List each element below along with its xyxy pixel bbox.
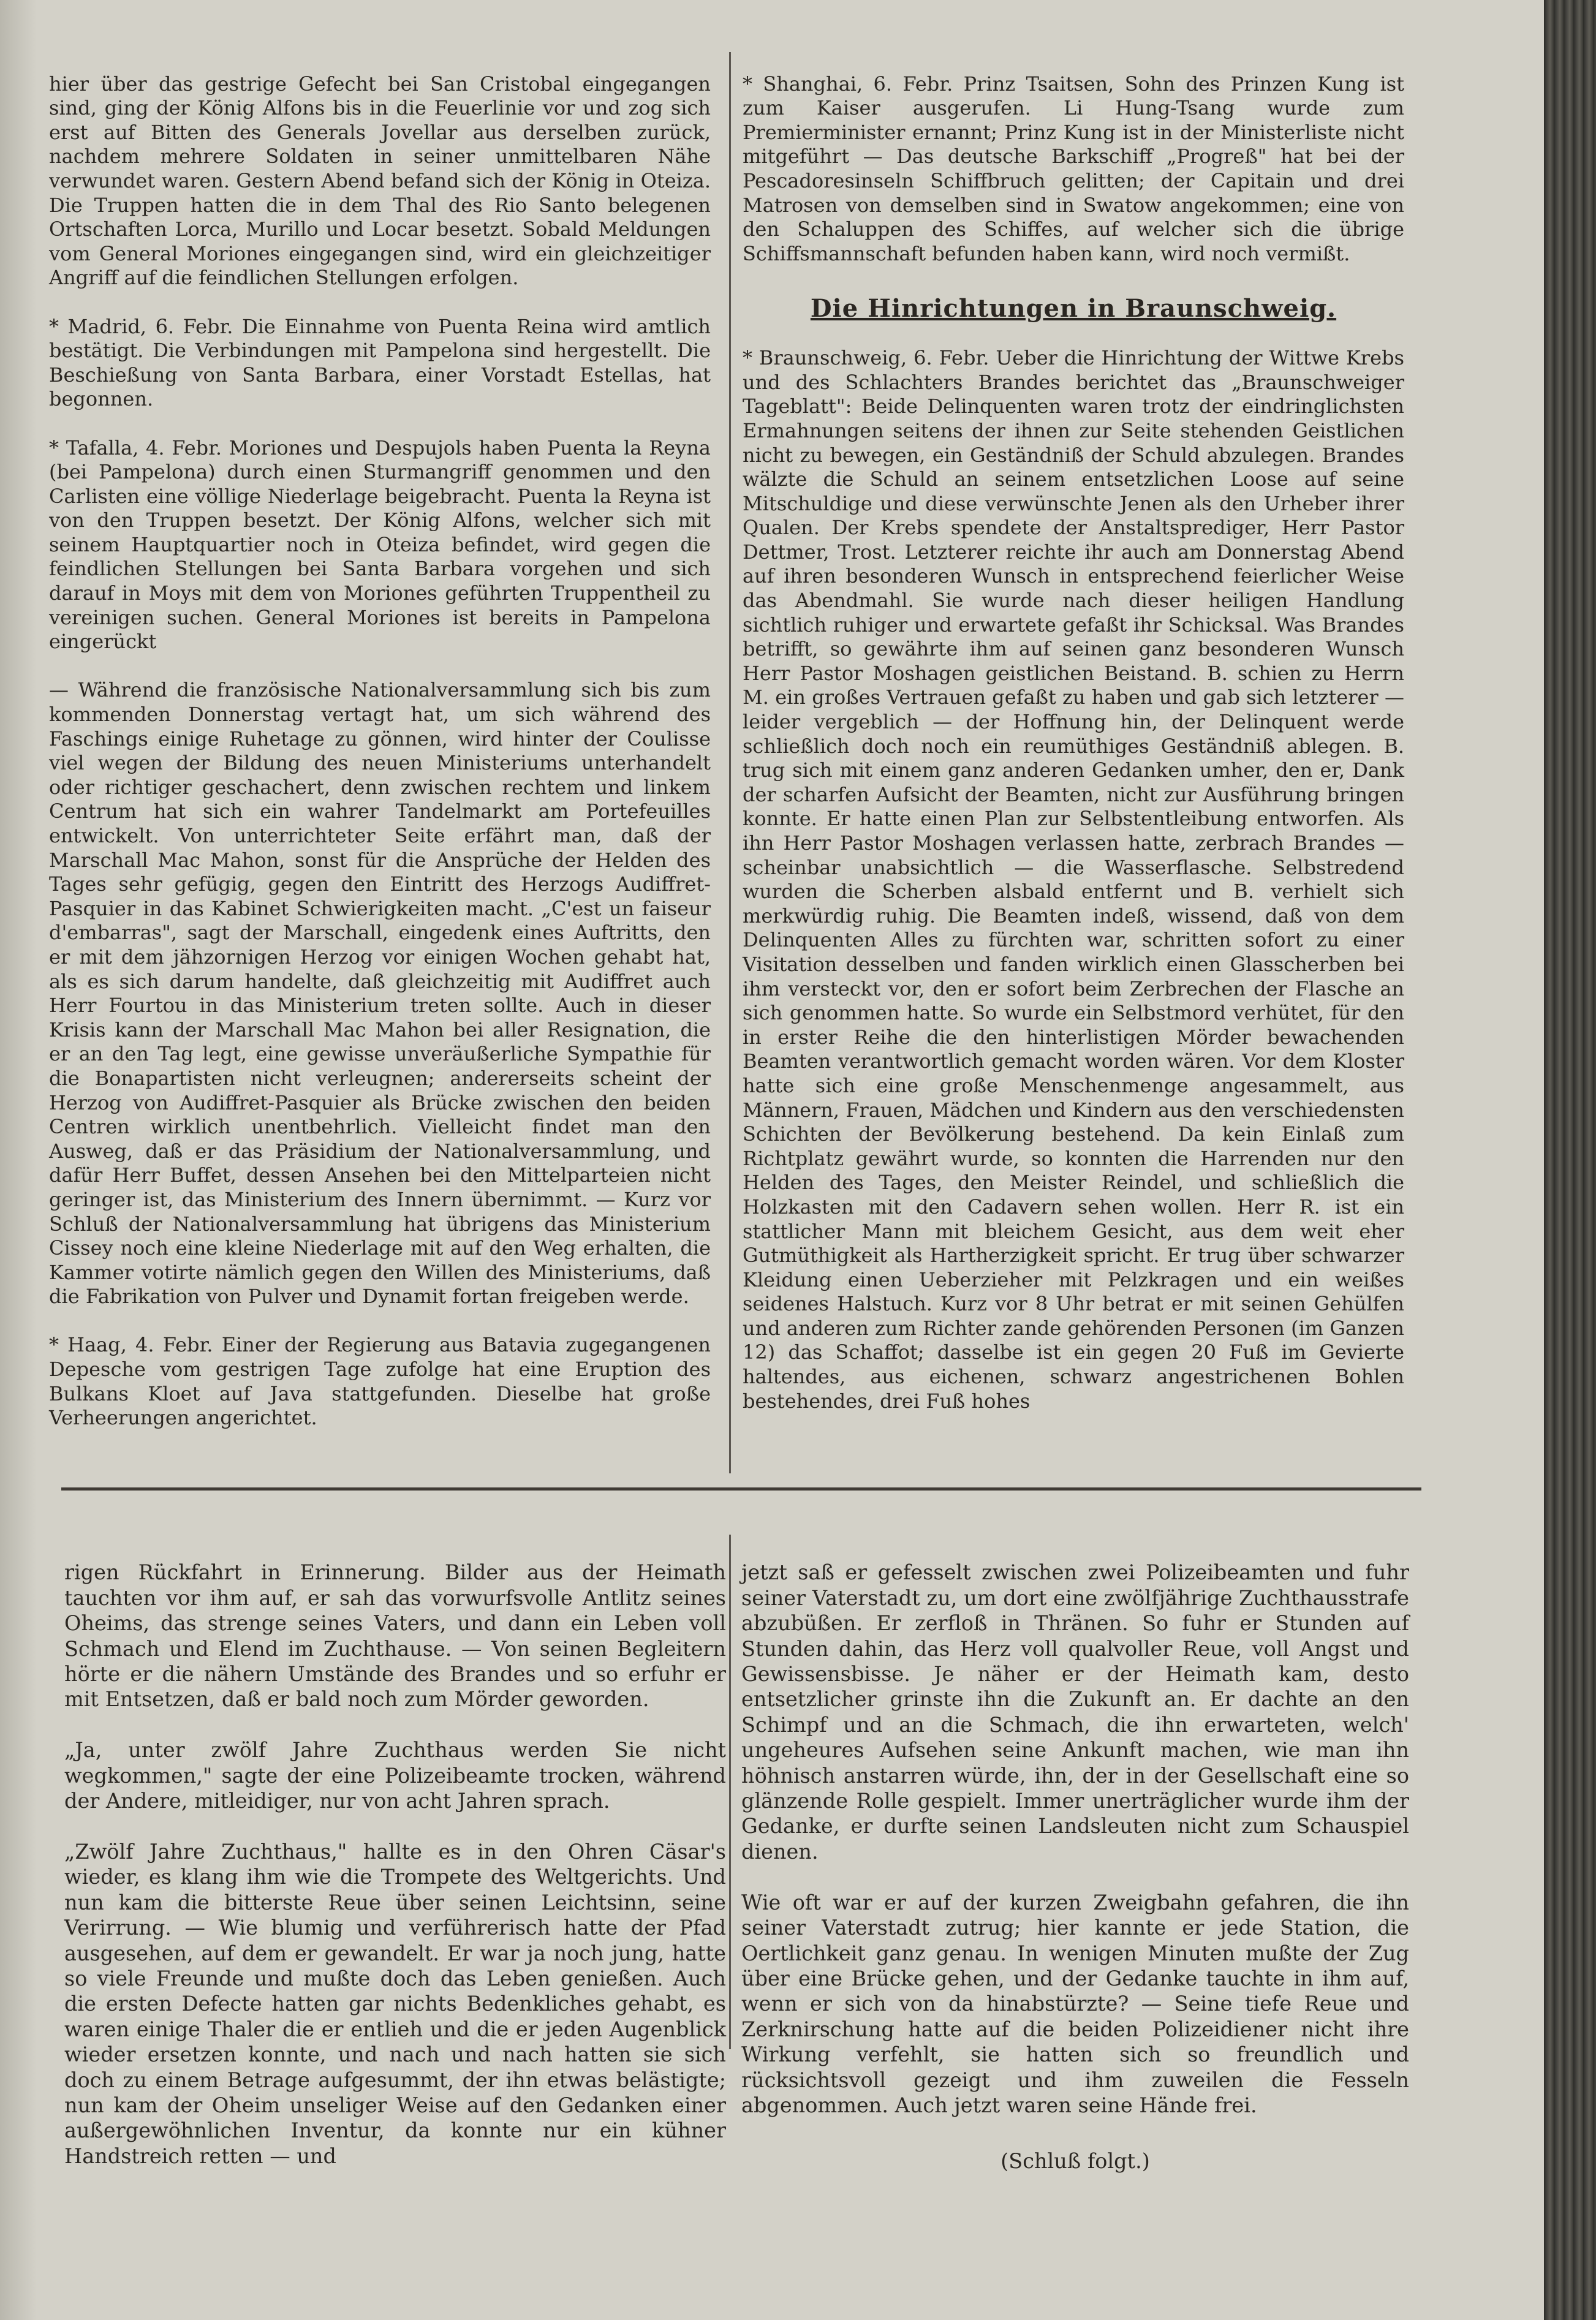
news-item-shanghai: * Shanghai, 6. Febr. Prinz Tsaitsen, Sohn des Prinzen Kung ist zum Kaiser ausgerufen. Li Hung-Tsang wurde zum Premierminister ernannt; Prinz Kung ist in der Ministerliste nicht mitgeführt — Das deutsche Barkschiff „Progreß" hat bei der Pescadoresinseln Schiffbruch gelitten; der Capitain und drei Matrosen von demselben sind in Swatow angekommen; eine von den Schaluppen des Schiffes, auf welcher sich die übrige Schiffsmannschaft befunden haben kann, wird noch vermißt. <box>743 72 1404 265</box>
continuation-note: (Schluß folgt.) <box>1000 2148 1150 2173</box>
article-headline: Die Hinrichtungen in Braunschweig. <box>810 293 1337 323</box>
news-item-haag: * Haag, 4. Febr. Einer der Regierung aus Batavia zugegangenen Depesche vom gestrigen Tage zufolge hat eine Eruption des Bulkans Kloet auf Java stattgefunden. Dieselbe hat große Verheerungen angerichtet. <box>49 1333 711 1430</box>
news-item-france: — Während die französische Nationalversammlung sich bis zum kommenden Donnerstag vertagt hat, um sich während des Faschings einige Ruhetage zu gönnen, wird hinter der Coulisse viel wegen der Bildung des neuen Ministeriums unterhandelt oder richtiger geschachert, denn zwischen rechtem und linkem Centrum hat sich ein wahrer Tandelmarkt am Portefeuilles entwickelt. Von unterrichteter Seite erfährt man, daß der Marschall Mac Mahon, sonst für die Ansprüche der Helden des Tages sehr gefügig, gegen den Eintritt des Herzogs Audiffret-Pasquier in das Kabinet Schwierigkeiten macht. „C'est un faiseur d'embarras", sagt der Marschall, eingedenk eines Auftritts, den er mit dem jähzornigen Herzog vor einigen Wochen gehabt hat, als es sich darum handelte, daß gleichzeitig mit Audiffret auch Herr Fourtou in das Ministerium treten sollte. Auch in dieser Krisis kann der Marschall Mac Mahon bei aller Resignation, die er an den Tag legt, eine gewisse unveräußerliche Sympathie für die Bonapartisten nicht verleugnen; andererseits scheint der Herzog von Audiffret-Pasquier als Brücke zwischen den beiden Centren wirklich unentbehrlich. Vielleicht findet man den Ausweg, daß er das Präsidium der Nationalversammlung, und dafür Herr Buffet, dessen Ansehen bei den Mittelparteien nicht geringer ist, das Ministerium des Innern übernimmt. — Kurz vor Schluß der Nationalversammlung hat übrigens das Ministerium Cissey noch eine kleine Niederlage mit auf den Weg erhalten, die Kammer votirte nämlich gegen den Willen des Ministeriums, daß die Fabrikation von Pulver und Dynamit fortan freigeben werde. <box>49 678 711 1309</box>
feuilleton-paragraph: „Zwölf Jahre Zuchthaus," hallte es in den Ohren Cäsar's wieder, es klang ihm wie die Trompete des Weltgerichts. Und nun kam die bitterste Reue über seinen Leichtsinn, seine Verirrung. — Wie blumig und verführerisch hatte der Pfad ausgesehen, auf dem er gewandelt. Er war ja noch jung, hatte so viele Freunde und mußte doch das Leben genießen. Auch die ersten Defecte hatten gar nichts Bedenkliches gehabt, es waren einige Thaler die er entlieh und die er jeden Augenblick wieder ersetzen konnte, und nach und nach hatten sie sich doch zu einem Betrage aufgesummt, der ihn etwas belästigte; nun kam der Oheim unseliger Weise auf den Gedanken einer außergewöhnlichen Inventur, da konnte nur ein kühner Handstreich retten — und <box>64 1839 726 2168</box>
feuilleton-separator-rule <box>61 1487 1421 1491</box>
feuilleton-paragraph: jetzt saß er gefesselt zwischen zwei Polizeibeamten und fuhr seiner Vaterstadt zu, um dort eine zwölfjährige Zuchthausstrafe abzubüßen. Er zerfloß in Thränen. So fuhr er Stunden auf Stunden dahin, das Herz voll qualvoller Reue, voll Angst und Gewissensbisse. Je näher er der Heimath kam, desto entsetzlicher grinste ihn die Zukunft an. Er dachte an den Schimpf und an die Schmach, die ihn erwarteten, welch' ungeheures Aufsehen seine Ankunft machen, wie man ihn höhnisch anstarren würde, ihn, der in der Gesellschaft eine so glänzende Rolle gespielt. Immer unerträglicher wurde ihm der Gedanke, er durfte seinen Landsleuten nicht zum Schauspiel dienen. <box>741 1560 1409 1864</box>
page-gutter-shadow <box>0 0 37 2320</box>
feuilleton-paragraph: Wie oft war er auf der kurzen Zweigbahn gefahren, die ihn seiner Vaterstadt zutrug; hier kannte er jede Station, die Oertlichkeit ganz genau. In wenigen Minuten mußte der Zug über eine Brücke gehen, und der Gedanke tauchte in ihm auf, wenn er sich von da hinabstürzte? — Seine tiefe Reue und Zerknirschung hatte auf die beiden Polizeidiener nicht ihre Wirkung verfehlt, sie hatten sich so freundlich und rücksichtsvoll gezeigt und ihm zuweilen die Fesseln abgenommen. Auch jetzt waren seine Hände frei. <box>741 1890 1409 2117</box>
news-item-madrid: * Madrid, 6. Febr. Die Einnahme von Puenta Reina wird amtlich bestätigt. Die Verbindungen mit Pampelona sind hergestellt. Die Beschießung von Santa Barbara, einer Vorstadt Estellas, hat begonnen. <box>49 314 711 411</box>
news-item-san-cristobal: hier über das gestrige Gefecht bei San Cristobal eingegangen sind, ging der König Alfons bis in die Feuerlinie vor und zog sich erst auf Bitten des Generals Jovellar aus derselben zurück, nachdem mehrere Soldaten in seiner unmittelbaren Nähe verwundet waren. Gestern Abend befand sich der König in Oteiza. Die Truppen hatten die in dem Thal des Rio Santo belegenen Ortschaften Lorca, Murillo und Locar besetzt. Sobald Meldungen vom General Moriones eingegangen sind, wird ein gleichzeitiger Angriff auf die feindlichen Stellungen erfolgen. <box>49 72 711 290</box>
column-divider-top <box>729 52 731 1473</box>
news-column-left <box>49 48 711 1454</box>
column-divider-bottom <box>729 1535 731 2049</box>
article-braunschweig: * Braunschweig, 6. Febr. Ueber die Hinrichtung der Wittwe Krebs und des Schlachters Brandes berichtet das „Braunschweiger Tageblatt": Beide Delinquenten waren trotz der eindringlichsten Ermahnungen seitens der ihnen zur Seite stehenden Geistlichen nicht zu bewegen, ein Geständniß der Schuld abzulegen. Brandes wälzte die Schuld an seinem entsetzlichen Loose auf seine Mitschuldige und diese verwünschte Jenen als den Urheber ihrer Qualen. Der Krebs spendete der Anstaltsprediger, Herr Pastor Dettmer, Trost. Letzterer reichte ihr auch am Donnerstag Abend auf ihren besonderen Wunsch in entsprechend feierlicher Weise das Abendmahl. Sie wurde nach dieser heiligen Handlung sichtlich ruhiger und erwartete gefaßt ihr Schicksal. Was Brandes betrifft, so gewährte ihm auf seinen ganz besonderen Wunsch Herr Pastor Moshagen geistlichen Beistand. B. schien zu Herrn M. ein großes Vertrauen gefaßt zu haben und gab sich letzterer — leider vergeblich — der Hoffnung hin, der Delinquent werde schließlich doch noch ein reumüthiges Geständniß ablegen. B. trug sich mit einem ganz anderen Gedanken umher, den er, Dank der scharfen Aufsicht der Beamten, nicht zur Ausführung bringen konnte. Er hatte einen Plan zur Selbstentleibung entworfen. Als ihn Herr Pastor Moshagen verlassen hatte, zerbrach Brandes — scheinbar unabsichtlich — die Wasserflasche. Selbstredend wurden die Scherben alsbald entfernt und B. verhielt sich merkwürdig ruhig. Die Beamten indeß, wissend, daß von dem Delinquenten Alles zu fürchten war, schritten sofort zu einer Visitation desselben und fanden wirklich einen Glasscherben bei ihm versteckt vor, den er sofort beim Zerbrechen der Flasche an sich genommen hatte. So wurde ein Selbstmord verhütet, für den in erster Reihe die den hinterlistigen Mörder bewachenden Beamten verantwortlich gemacht worden wären. Vor dem Kloster hatte sich eine große Menschenmenge angesammelt, aus Männern, Frauen, Mädchen und Kindern aus den verschiedensten Schichten der Bevölkerung bestehend. Da kein Einlaß zum Richtplatz gewährt wurde, so konnten die Harrenden nur den Helden des Tages, den Meister Reindel, und schließlich die Holzkasten mit den Cadavern sehen wollen. Herr R. ist ein stattlicher Mann mit bleichem Gesicht, aus dem weit eher Gutmüthigkeit als Hartherzigkeit spricht. Er trug über schwarzer Kleidung einen Ueberzieher mit Pelzkragen und ein weißes seidenes Halstuch. Kurz vor 8 Uhr betrat er mit seinen Gehülfen und anderen zum Richter zande gehörenden Personen (im Ganzen 12) das Schaffot; dasselbe ist ein gegen 20 Fuß im Gevierte haltendes, aus eichenen, schwarz angestrichenen Bohlen bestehendes, drei Fuß hohes <box>743 346 1404 1413</box>
news-item-tafalla: * Tafalla, 4. Febr. Moriones und Despujols haben Puenta la Reyna (bei Pampelona) durch einen Sturmangriff genommen und den Carlisten eine völlige Niederlage beigebracht. Puenta la Reyna ist von den Truppen besetzt. Der König Alfons, welcher sich mit seinem Hauptquartier noch in Oteiza befindet, wird gegen die feindlichen Stellungen bei Santa Barbara vorgehen und sich darauf in Moys mit dem von Moriones geführten Truppentheil zu vereinigen suchen. General Moriones ist bereits in Pampelona eingerückt <box>49 436 711 654</box>
feuilleton-column-right <box>741 1535 1409 2199</box>
news-column-right <box>743 48 1404 1438</box>
feuilleton-paragraph: „Ja, unter zwölf Jahre Zuchthaus werden Sie nicht wegkommen," sagte der eine Polizeibeamte trocken, während der Andere, mitleidiger, nur von acht Jahren sprach. <box>64 1738 726 1813</box>
feuilleton-paragraph: rigen Rückfahrt in Erinnerung. Bilder aus der Heimath tauchten vor ihm auf, er sah das vorwurfsvolle Antlitz seines Oheims, das strenge seines Vaters, und dann ein Leben voll Schmach und Elend im Zuchthause. — Von seinen Begleitern hörte er die nähern Umstände des Brandes und so erfuhr er mit Entsetzen, daß er bald noch zum Mörder geworden. <box>64 1560 726 1712</box>
book-binding-edge <box>1544 0 1596 2320</box>
feuilleton-column-left <box>64 1535 726 2194</box>
